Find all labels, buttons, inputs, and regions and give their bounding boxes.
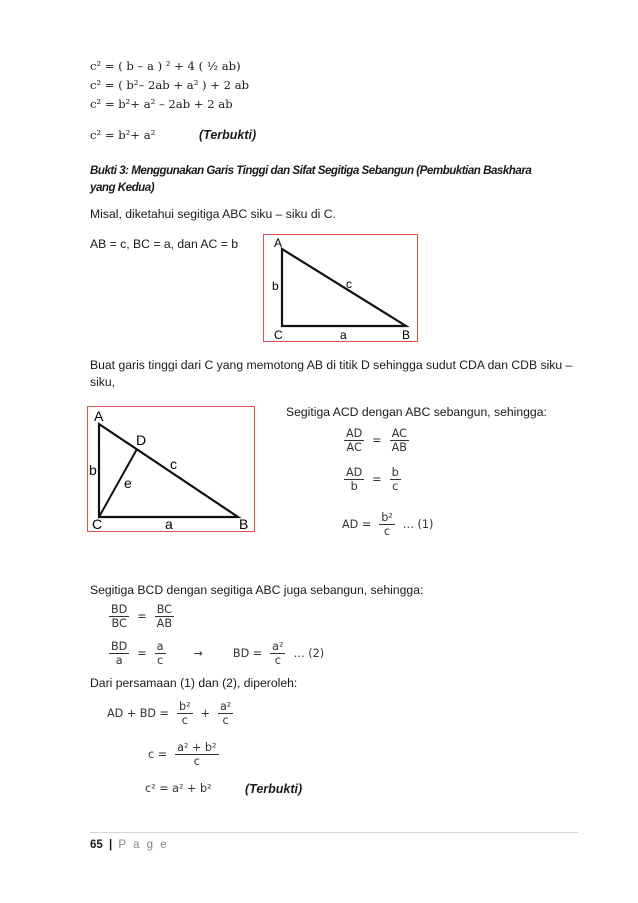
- frac-denominator: AC: [346, 441, 362, 454]
- footer-separator: |: [109, 839, 113, 851]
- frac-numerator: a²: [272, 640, 284, 653]
- frac-numerator: a² + b²: [177, 741, 217, 754]
- terbukti-label-1: (Terbukti): [199, 128, 257, 142]
- vertex-c-label-2: C: [92, 516, 103, 531]
- plus-sign: +: [200, 707, 210, 720]
- proof-line-3: c² = b²+ a² – 2ab + 2 ab: [90, 97, 233, 111]
- triangle-1-svg: [264, 235, 417, 341]
- triangle-figure-2: [87, 406, 255, 532]
- vertex-a-label-2: A: [94, 408, 104, 424]
- side-c-label: c: [346, 277, 352, 291]
- equals-sign: =: [137, 610, 147, 623]
- acd-similarity-text: Segitiga ACD dengan ABC sebangun, sehingga:: [286, 405, 547, 419]
- triangle-abc-shape-2: [99, 424, 238, 517]
- equation-tag-1: … (1): [402, 518, 434, 531]
- bcd-equation-1: [107, 603, 176, 630]
- equation-lhs: BD =: [232, 647, 263, 660]
- terbukti-label-2: (Terbukti): [245, 782, 303, 796]
- equals-sign: =: [372, 434, 382, 447]
- frac-denominator: c: [193, 755, 200, 768]
- frac-denominator: c: [222, 714, 229, 727]
- frac-denominator: BC: [111, 617, 127, 630]
- frac-denominator: b: [350, 480, 358, 493]
- page-footer: [90, 838, 169, 853]
- frac-numerator: AD: [346, 466, 363, 479]
- frac-numerator: b: [391, 466, 399, 479]
- equals-sign: =: [372, 473, 382, 486]
- side-b-label: b: [272, 279, 279, 293]
- vertex-a-label: A: [274, 236, 283, 250]
- equation-lhs: AD =: [342, 518, 372, 531]
- frac-denominator: c: [157, 654, 164, 667]
- frac-denominator: c: [383, 525, 391, 538]
- frac-numerator: BD: [111, 603, 128, 616]
- paragraph-garis-tinggi-2: siku,: [90, 375, 116, 389]
- footer-divider: [90, 832, 578, 833]
- frac-numerator: a: [156, 640, 164, 653]
- page-label: P a g e: [118, 839, 169, 851]
- triangle-2-svg: [88, 407, 254, 531]
- side-c-label-2: c: [170, 456, 177, 472]
- equation-tag-2: … (2): [293, 647, 325, 660]
- side-b-label-2: b: [89, 462, 97, 478]
- paragraph-sides: AB = c, BC = a, dan AC = b: [90, 237, 239, 251]
- segment-e-label: e: [124, 475, 132, 491]
- proof-line-1: c² = ( b – a ) ² + 4 ( ½ ab): [90, 59, 241, 73]
- proof-line-2: c² = ( b²– 2ab + a² ) + 2 ab: [90, 78, 250, 92]
- frac-numerator: AC: [391, 427, 407, 440]
- frac-denominator: AB: [156, 617, 173, 630]
- frac-denominator: c: [274, 654, 281, 667]
- triangle-figure-1: [263, 234, 418, 342]
- side-a-label: a: [340, 328, 347, 341]
- acd-equation-1: [342, 427, 411, 454]
- vertex-b-label: B: [402, 328, 411, 341]
- equals-sign: =: [137, 647, 147, 660]
- vertex-b-label-2: B: [239, 516, 249, 531]
- frac-numerator: BC: [156, 603, 172, 616]
- side-a-label-2: a: [165, 516, 173, 531]
- bcd-similarity-text: Segitiga BCD dengan segitiga ABC juga sebangun, sehingga:: [90, 583, 424, 597]
- frac-denominator: c: [181, 714, 188, 727]
- paragraph-misal: Misal, diketahui segitiga ABC siku – siku di C.: [90, 207, 336, 221]
- page-number: 65: [90, 839, 103, 851]
- section-heading-line1: Bukti 3: Menggunakan Garis Tinggi dan Sifat Segitiga Sebangun (Pembuktian Baskhara: [90, 164, 532, 177]
- c-equation: [148, 741, 221, 768]
- acd-equation-3: [342, 511, 433, 538]
- proof-final-line: c² = b²+ a²: [90, 128, 156, 142]
- paragraph-garis-tinggi-1: Buat garis tinggi dari C yang memotong AB di titik D sehingga sudut CDA dan CDB siku –: [90, 358, 573, 372]
- arrow-icon: →: [193, 647, 203, 660]
- section-heading-line2: yang Kedua): [90, 181, 155, 194]
- equation-lhs: c =: [148, 748, 168, 761]
- frac-numerator: b²: [381, 511, 393, 524]
- acd-equation-2: [342, 466, 403, 493]
- equation-lhs: AD + BD =: [107, 707, 169, 720]
- frac-denominator: AB: [391, 441, 407, 454]
- final-equation: c² = a² + b²: [145, 782, 212, 795]
- frac-denominator: a: [115, 654, 123, 667]
- bcd-equation-2: [107, 640, 324, 667]
- triangle-abc-shape: [282, 249, 406, 326]
- frac-numerator: b²: [178, 700, 191, 713]
- frac-denominator: c: [392, 480, 399, 493]
- dari-persamaan-text: Dari persamaan (1) dan (2), diperoleh:: [90, 676, 298, 690]
- vertex-c-label: C: [274, 328, 283, 341]
- sum-equation: [107, 700, 235, 727]
- frac-numerator: BD: [111, 640, 128, 653]
- frac-numerator: a²: [219, 700, 232, 713]
- vertex-d-label: D: [136, 432, 147, 448]
- frac-numerator: AD: [346, 427, 363, 440]
